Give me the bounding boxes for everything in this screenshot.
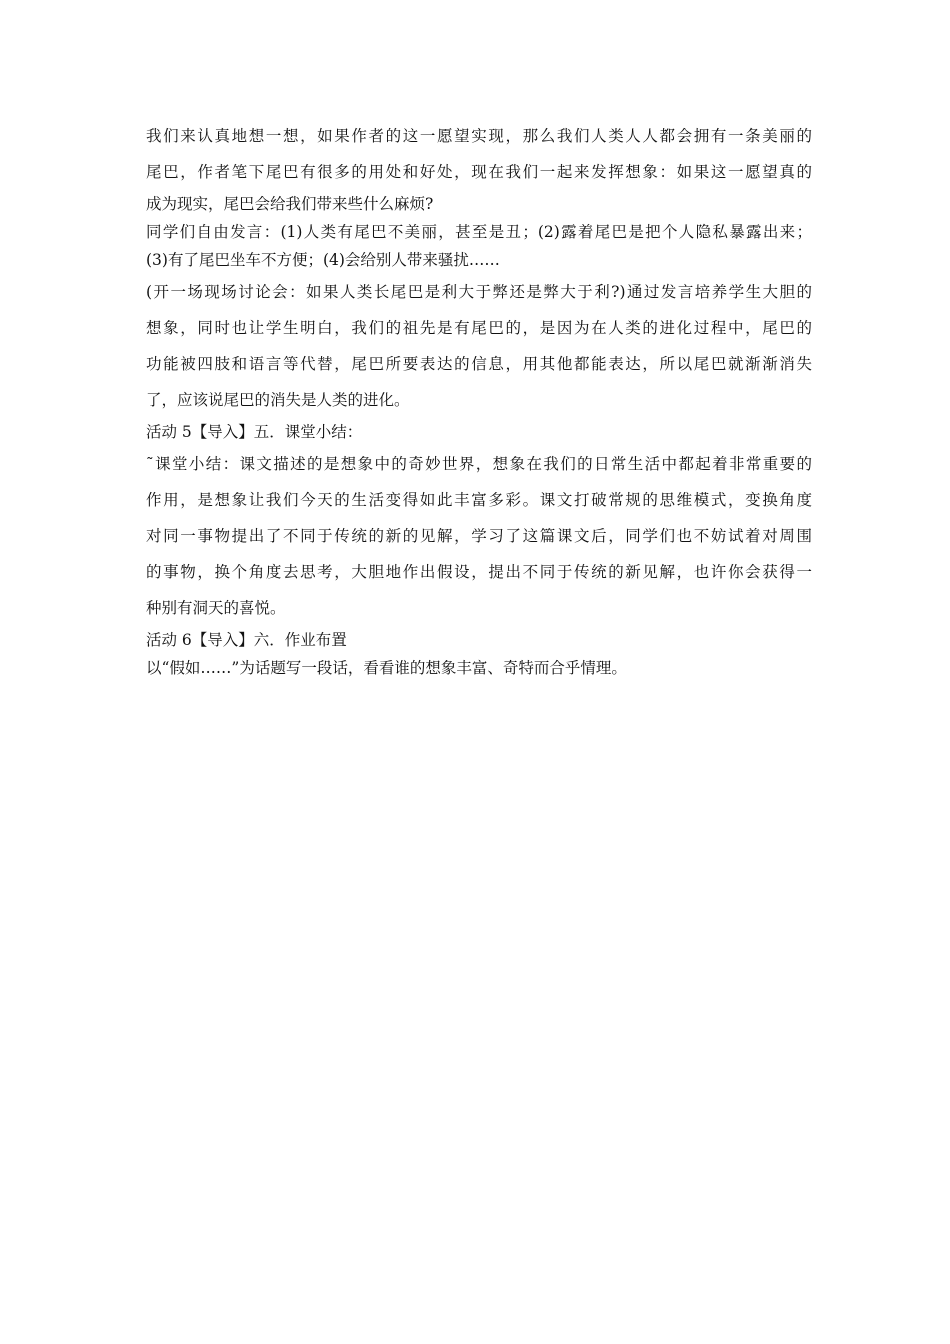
paragraph-line: 尾巴，作者笔下尾巴有很多的用处和好处，现在我们一起来发挥想象：如果这一愿望真的 <box>146 163 812 181</box>
paragraph-line: 了，应该说尾巴的消失是人类的进化。 <box>146 391 410 409</box>
paragraph-line: ˜课堂小结：课文描述的是想象中的奇妙世界，想象在我们的日常生活中都起着非常重要的 <box>146 455 812 473</box>
paragraph-line: 成为现实，尾巴会给我们带来些什么麻烦? <box>146 195 434 213</box>
paragraph-line: (3)有了尾巴坐车不方便；(4)会给别人带来骚扰…… <box>146 251 500 269</box>
document-body <box>146 118 812 682</box>
paragraph-line: 功能被四肢和语言等代替，尾巴所要表达的信息，用其他都能表达，所以尾巴就渐渐消失 <box>146 355 812 373</box>
section-heading: 活动 5【导入】五．课堂小结： <box>146 423 363 441</box>
paragraph-line: 的事物，换个角度去思考，大胆地作出假设，提出不同于传统的新见解，也许你会获得一 <box>146 563 812 581</box>
section-heading: 活动 6【导入】六．作业布置 <box>146 631 347 649</box>
paragraph-line: 以“假如……”为话题写一段话，看看谁的想象丰富、奇特而合乎情理。 <box>146 659 627 677</box>
paragraph-line: 我们来认真地想一想，如果作者的这一愿望实现，那么我们人类人人都会拥有一条美丽的 <box>146 127 812 145</box>
paragraph-line: 同学们自由发言：(1)人类有尾巴不美丽，甚至是丑；(2)露着尾巴是把个人隐私暴露出来； <box>146 223 812 241</box>
paragraph-line: 作用，是想象让我们今天的生活变得如此丰富多彩。课文打破常规的思维模式，变换角度 <box>146 491 812 509</box>
paragraph-line: 种别有洞天的喜悦。 <box>146 599 286 617</box>
paragraph-line: 想象，同时也让学生明白，我们的祖先是有尾巴的，是因为在人类的进化过程中，尾巴的 <box>146 319 812 337</box>
paragraph-line: (开一场现场讨论会：如果人类长尾巴是利大于弊还是弊大于利?)通过发言培养学生大胆的 <box>146 283 812 301</box>
paragraph-line: 对同一事物提出了不同于传统的新的见解，学习了这篇课文后，同学们也不妨试着对周围 <box>146 527 812 545</box>
